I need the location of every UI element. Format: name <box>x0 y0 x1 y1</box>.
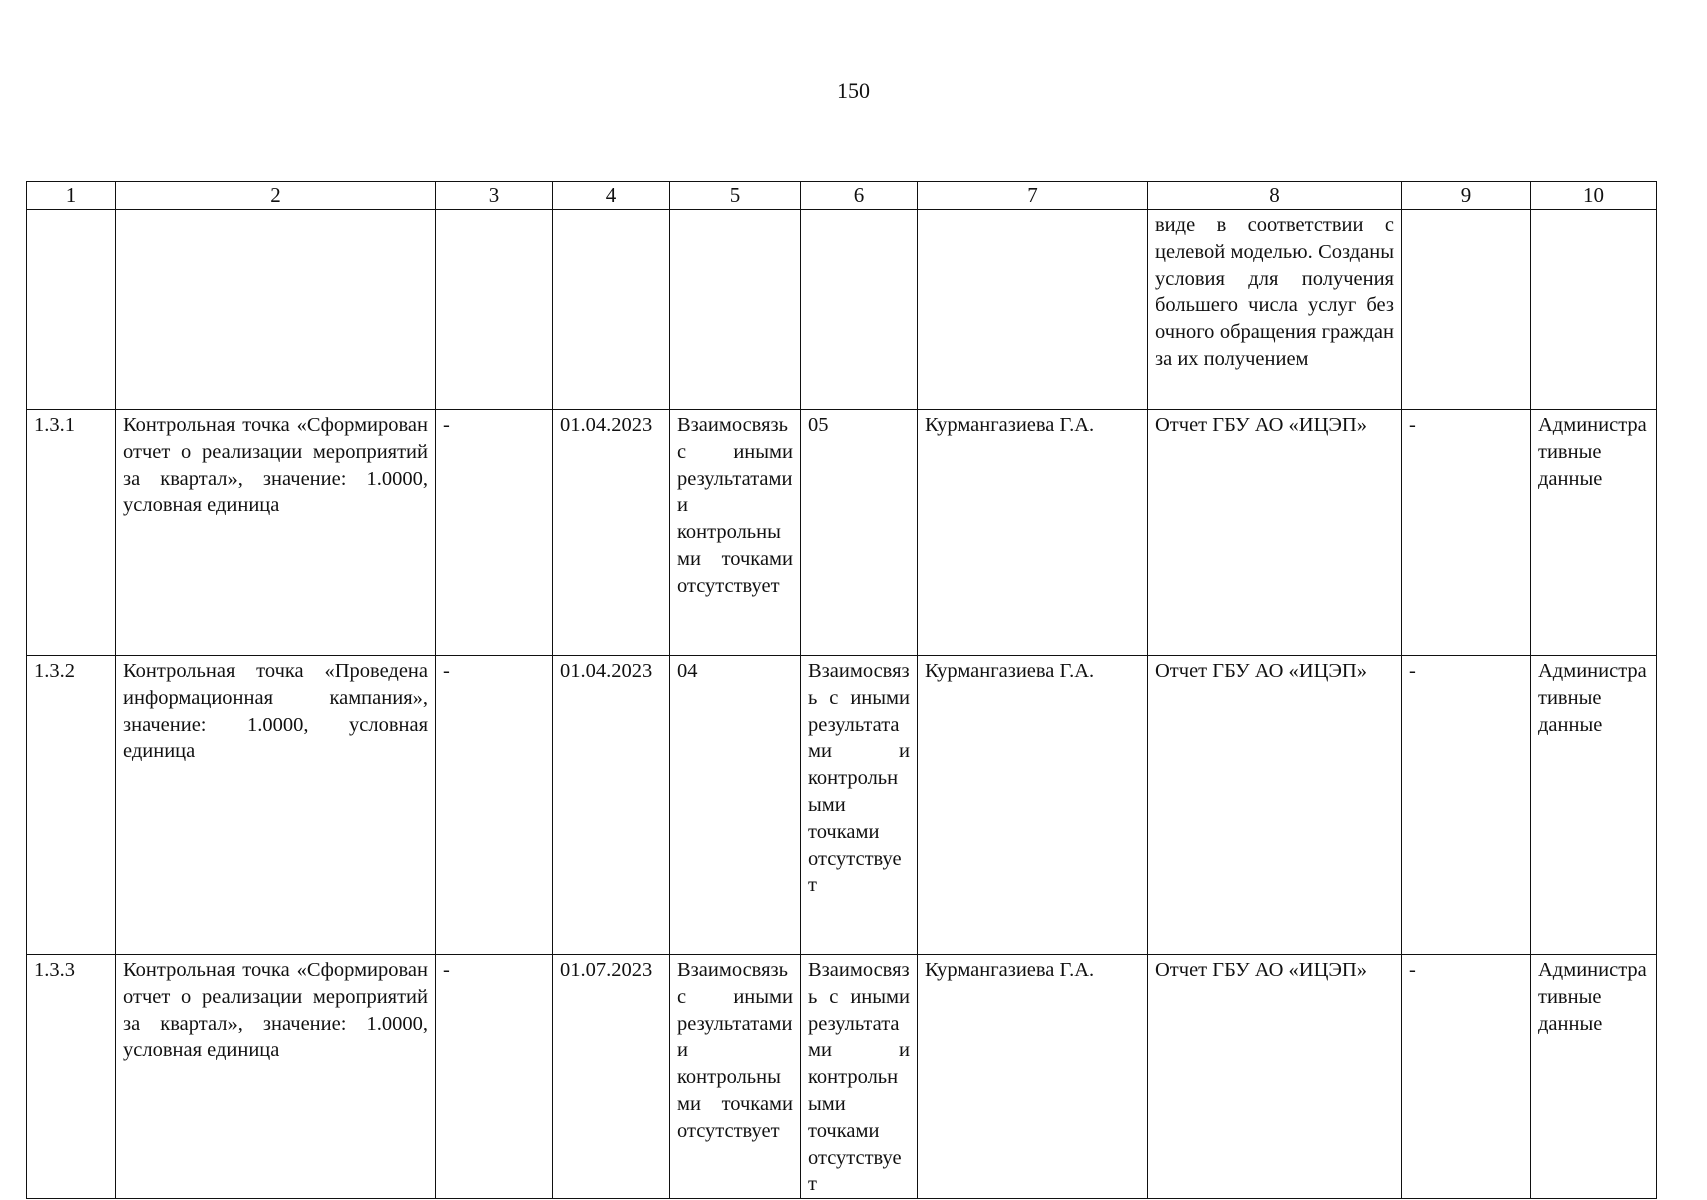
plan-table <box>26 181 1657 1199</box>
responsible-person: Курмангазиева Г.А. <box>918 955 1148 1199</box>
empty-cell <box>801 210 918 410</box>
column-number: 1 <box>27 182 116 210</box>
checkpoint-name: Контрольная точка «Сформирован отчет о реализации мероприятий за квартал», значение: 1.0000, условная единица <box>116 410 436 656</box>
table-row <box>27 955 1657 1199</box>
column-number: 4 <box>553 182 670 210</box>
empty-cell <box>670 210 801 410</box>
row-code: 1.3.3 <box>27 955 116 1199</box>
info-source: Административные данные <box>1531 410 1657 656</box>
column-number: 10 <box>1531 182 1657 210</box>
column-number: 6 <box>801 182 918 210</box>
page-number: 150 <box>837 78 870 103</box>
table-row <box>27 656 1657 955</box>
info-source: Административные данные <box>1531 955 1657 1199</box>
confirming-document: Отчет ГБУ АО «ИЦЭП» <box>1148 955 1402 1199</box>
responsible-person: Курмангазиева Г.А. <box>918 410 1148 656</box>
table-row <box>27 410 1657 656</box>
checkpoint-name: Контрольная точка «Проведена информационная кампания», значение: 1.0000, условная единица <box>116 656 436 955</box>
column-number: 7 <box>918 182 1148 210</box>
confirming-document: Отчет ГБУ АО «ИЦЭП» <box>1148 410 1402 656</box>
empty-cell <box>553 210 670 410</box>
row-code: 1.3.2 <box>27 656 116 955</box>
cell-col5: 04 <box>670 656 801 955</box>
column-number: 9 <box>1402 182 1531 210</box>
deadline-date: 01.04.2023 <box>553 656 670 955</box>
cell-col9: - <box>1402 656 1531 955</box>
empty-cell <box>1531 210 1657 410</box>
confirming-document: Отчет ГБУ АО «ИЦЭП» <box>1148 656 1402 955</box>
empty-cell <box>436 210 553 410</box>
column-number: 3 <box>436 182 553 210</box>
row-code: 1.3.1 <box>27 410 116 656</box>
column-number: 2 <box>116 182 436 210</box>
checkpoint-name: Контрольная точка «Сформирован отчет о реализации мероприятий за квартал», значение: 1.0000, условная единица <box>116 955 436 1199</box>
cell-col3: - <box>436 955 553 1199</box>
cell-col5: Взаимосвязь с иными результатами и контрольными точками отсутствует <box>670 410 801 656</box>
cell-col9: - <box>1402 955 1531 1199</box>
continuation-text: виде в соответствии с целевой моделью. Созданы условия для получения большего числа услуг без очного обращения граждан за их получением <box>1148 210 1402 410</box>
deadline-date: 01.07.2023 <box>553 955 670 1199</box>
empty-cell <box>116 210 436 410</box>
cell-col9: - <box>1402 410 1531 656</box>
cell-col3: - <box>436 410 553 656</box>
column-number: 5 <box>670 182 801 210</box>
cell-col6: Взаимосвязь с иными результатами и контрольными точками отсутствует <box>801 656 918 955</box>
cell-col3: - <box>436 656 553 955</box>
cell-col5: Взаимосвязь с иными результатами и контрольными точками отсутствует <box>670 955 801 1199</box>
deadline-date: 01.04.2023 <box>553 410 670 656</box>
cell-col6: 05 <box>801 410 918 656</box>
empty-cell <box>27 210 116 410</box>
empty-cell <box>918 210 1148 410</box>
continuation-row <box>27 210 1657 410</box>
cell-col6: Взаимосвязь с иными результатами и контрольными точками отсутствует <box>801 955 918 1199</box>
responsible-person: Курмангазиева Г.А. <box>918 656 1148 955</box>
info-source: Административные данные <box>1531 656 1657 955</box>
empty-cell <box>1402 210 1531 410</box>
column-number-row <box>27 182 1657 210</box>
column-number: 8 <box>1148 182 1402 210</box>
